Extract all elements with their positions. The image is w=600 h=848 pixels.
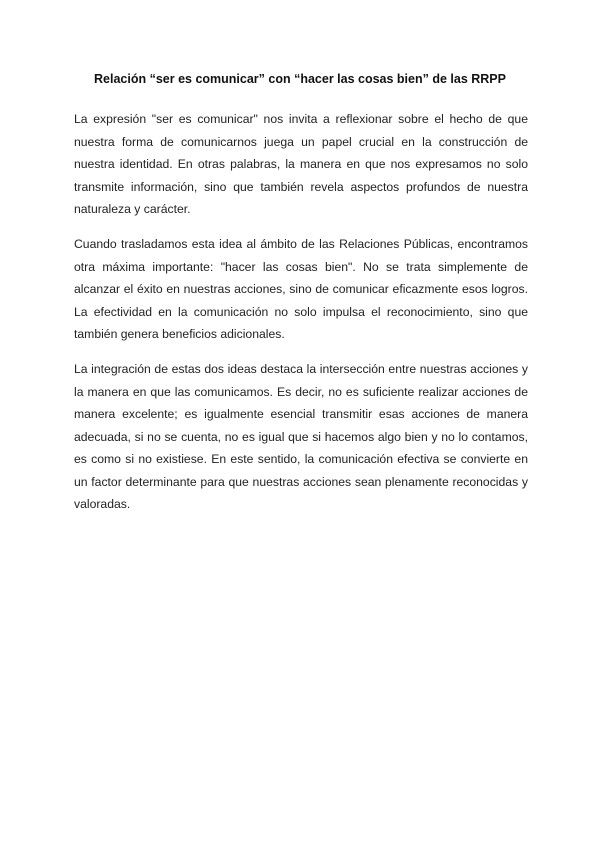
paragraph-1: La expresión "ser es comunicar" nos invita a reflexionar sobre el hecho de que nuestra forma de comunicarnos juega un papel crucial en la construcción de nuestra identidad. En otras palabras, la manera en que nos expresamos no solo transmite información, sino que también revela aspectos profundos de nuestra naturaleza y carácter. bbox=[74, 112, 528, 216]
document-title: Relación “ser es comunicar” con “hacer las cosas bien” de las RRPP bbox=[94, 72, 506, 86]
paragraph-2: Cuando trasladamos esta idea al ámbito de las Relaciones Públicas, encontramos otra máxima importante: "hacer las cosas bien". No se trata simplemente de alcanzar el éxito en nuestras acciones, sino de comunicar eficazmente esos logros. La efectividad en la comunicación no solo impulsa el reconocimiento, sino que también genera beneficios adicionales. bbox=[74, 237, 528, 341]
paragraph-3: La integración de estas dos ideas destaca la intersección entre nuestras acciones y la manera en que las comunicamos. Es decir, no es suficiente realizar acciones de manera excelente; es igualmente esencial transmitir esas acciones de manera adecuada, si no se cuenta, no es igual que si hacemos algo bien y no lo contamos, es como si no existiese. En este sentido, la comunicación efectiva se convierte en un factor determinante para que nuestras acciones sean plenamente reconocidas y valoradas. bbox=[74, 362, 528, 511]
